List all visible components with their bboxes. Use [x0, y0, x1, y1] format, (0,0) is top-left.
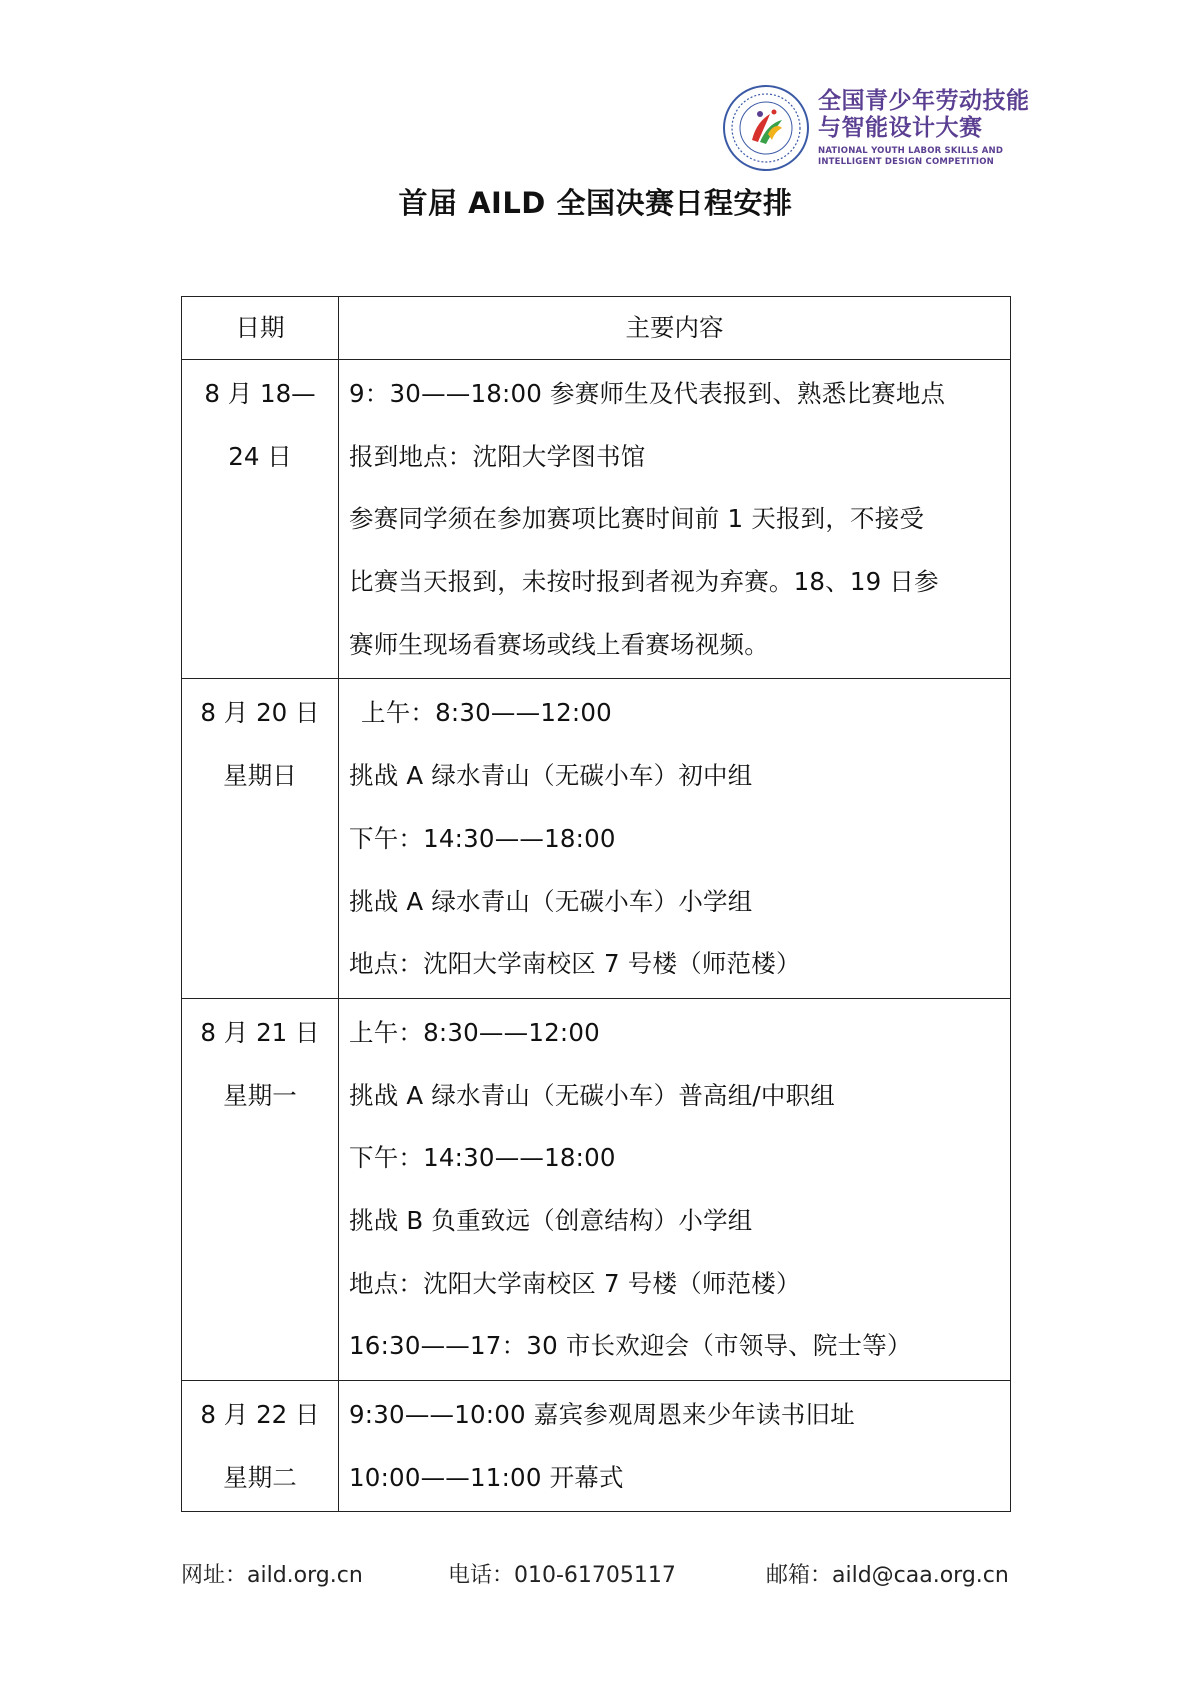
date-line: 星期日 [223, 761, 297, 791]
date-cell [182, 360, 339, 679]
table-row [182, 679, 1011, 998]
content-line: 10:00——11:00 开幕式 [349, 1462, 624, 1492]
date-line: 8 月 22 日 [200, 1400, 320, 1429]
content-line: 挑战 B 负重致远（创意结构）小学组 [349, 1205, 753, 1235]
content-cell [339, 360, 1011, 679]
date-cell [182, 1381, 339, 1512]
content-line: 下午：14:30——18:00 [349, 1143, 616, 1173]
content-line: 地点：沈阳大学南校区 7 号楼（师范楼） [349, 1268, 801, 1298]
content-line: 上午：8:30——12:00 [361, 698, 612, 728]
date-line: 星期一 [223, 1080, 297, 1110]
logo-en-line1: NATIONAL YOUTH LABOR SKILLS AND [818, 146, 1004, 156]
table-row [182, 360, 1011, 679]
logo-cn-line2: 与智能设计大赛 [818, 115, 983, 141]
competition-emblem-icon [722, 84, 810, 172]
date-line: 8 月 18— [204, 379, 316, 408]
content-line: 比赛当天报到，未按时报到者视为弃赛。18、19 日参 [349, 567, 939, 597]
date-line: 星期二 [223, 1462, 297, 1492]
logo-chinese-name [818, 88, 1032, 142]
table-row [182, 998, 1011, 1380]
competition-logo [722, 84, 1032, 176]
date-cell [182, 679, 339, 998]
logo-en-line2: INTELLIGENT DESIGN COMPETITION [818, 157, 994, 167]
logo-english-name [818, 146, 1032, 168]
table-row [182, 1381, 1011, 1512]
content-line: 上午：8:30——12:00 [349, 1017, 600, 1047]
header-content: 主要内容 [339, 297, 1011, 360]
content-line: 报到地点：沈阳大学图书馆 [349, 441, 646, 471]
content-line: 参赛同学须在参加赛项比赛时间前 1 天报到，不接受 [349, 504, 925, 534]
content-cell [339, 998, 1011, 1380]
date-line: 8 月 21 日 [200, 1017, 320, 1047]
content-cell [339, 679, 1011, 998]
footer-email: 邮箱：aild@caa.org.cn [766, 1563, 1009, 1588]
table-header-row [182, 297, 1011, 360]
content-line: 赛师生现场看赛场或线上看赛场视频。 [349, 629, 769, 659]
content-line: 下午：14:30——18:00 [349, 823, 616, 853]
content-line: 挑战 A 绿水青山（无碳小车）小学组 [349, 886, 753, 916]
content-line: 16:30——17：30 市长欢迎会（市领导、院士等） [349, 1331, 912, 1361]
content-line: 9:30——10:00 嘉宾参观周恩来少年读书旧址 [349, 1400, 855, 1429]
content-line: 9：30——18:00 参赛师生及代表报到、熟悉比赛地点 [349, 379, 946, 408]
logo-cn-line1: 全国青少年劳动技能 [818, 88, 1030, 114]
content-line: 挑战 A 绿水青山（无碳小车）初中组 [349, 761, 753, 791]
date-line: 24 日 [228, 441, 292, 471]
date-line: 8 月 20 日 [200, 698, 320, 728]
footer-website: 网址：aild.org.cn [181, 1563, 363, 1588]
schedule-table [181, 296, 1011, 1512]
footer-phone: 电话：010-61705117 [448, 1563, 676, 1588]
content-line: 地点：沈阳大学南校区 7 号楼（师范楼） [349, 949, 801, 979]
date-cell [182, 998, 339, 1380]
header-date: 日期 [182, 297, 339, 360]
document-title: 首届 AILD 全国决赛日程安排 [398, 186, 793, 220]
content-line: 挑战 A 绿水青山（无碳小车）普高组/中职组 [349, 1080, 835, 1110]
content-cell [339, 1381, 1011, 1512]
